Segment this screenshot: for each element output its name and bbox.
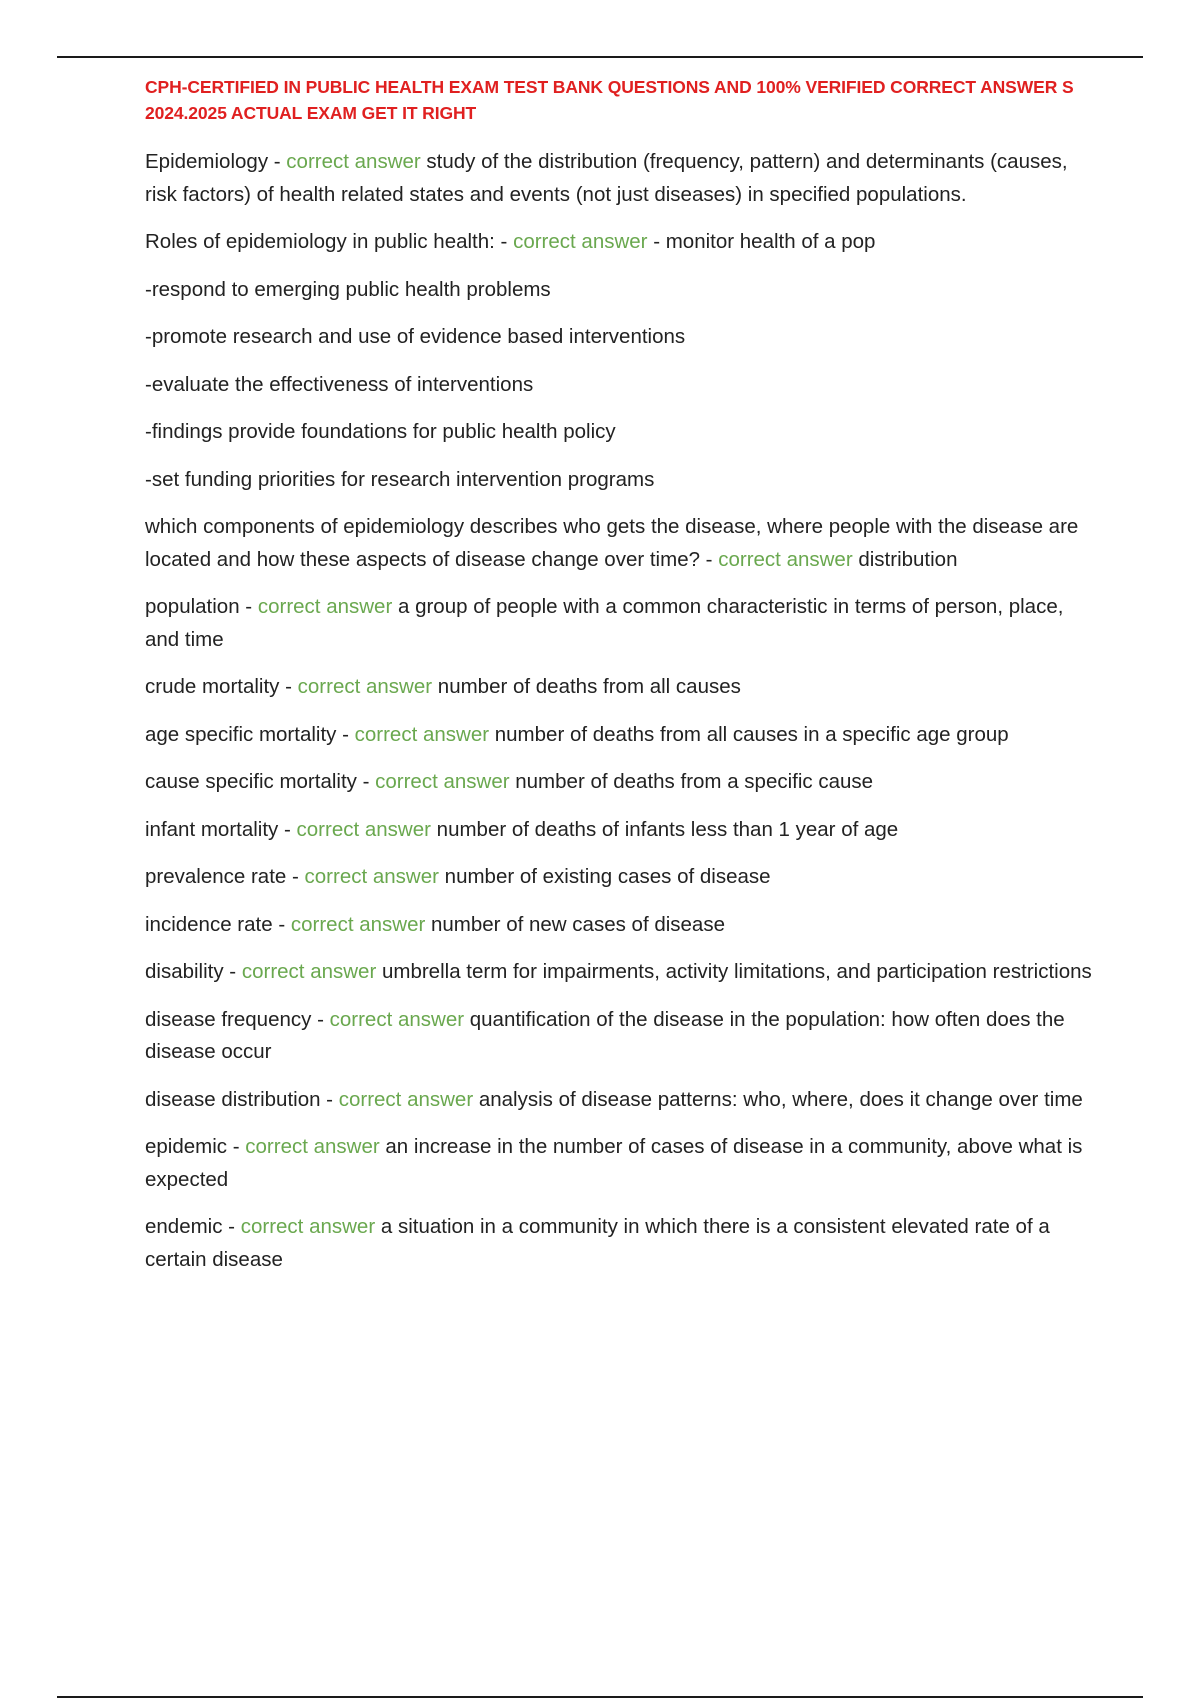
entry-disease-frequency — [145, 1004, 1095, 1069]
entry-definition: quantification of the disease in the population: how often does the disease occur — [145, 1007, 1065, 1063]
top-divider — [57, 56, 1143, 58]
entry-term: disease distribution - — [145, 1087, 339, 1111]
entry-definition: an increase in the number of cases of disease in a community, above what is expected — [145, 1135, 1083, 1191]
entry-term: epidemic - — [145, 1135, 246, 1158]
entry-definition: study of the distribution (frequency, pattern) and determinants (causes, risk factors) of health related states and events (not just diseases) in specified populations. — [145, 150, 1068, 206]
entry-term: endemic - — [145, 1215, 241, 1238]
answer-marker: correct answer — [513, 230, 648, 253]
entry-roles-of-epidemiology — [145, 226, 1095, 259]
answer-marker: correct answer — [329, 1007, 465, 1031]
answer-marker: correct answer — [241, 960, 377, 983]
answer-marker: correct answer — [240, 1215, 376, 1238]
answer-marker: correct answer — [354, 722, 490, 746]
answer-marker: correct answer — [338, 1087, 474, 1111]
answer-marker: correct answer — [245, 1135, 380, 1158]
entry-definition: umbrella term for impairments, activity limitations, and participation restrictions — [376, 960, 1092, 983]
entry-epidemic — [145, 1131, 1095, 1196]
entry-prevalence-rate — [145, 861, 1095, 894]
answer-marker: correct answer — [304, 865, 439, 888]
entry-definition: number of deaths from a specific cause — [509, 770, 874, 793]
document-body — [145, 74, 1095, 1291]
entry-definition: number of deaths from all causes — [432, 675, 741, 698]
entry-distribution-question — [145, 511, 1095, 576]
entry-cause-specific-mortality — [145, 766, 1095, 799]
answer-marker: correct answer — [286, 150, 421, 173]
entry-population — [145, 591, 1095, 656]
entry-definition: number of deaths from all causes in a specific age group — [489, 722, 1009, 746]
role-item: -respond to emerging public health problems — [145, 277, 551, 301]
entry-term: population - — [145, 595, 258, 618]
entry-disability — [145, 956, 1095, 989]
entry-disease-distribution — [145, 1084, 1095, 1117]
answer-marker: correct answer — [375, 770, 510, 793]
entry-term: disability - — [145, 960, 242, 983]
answer-marker: correct answer — [257, 595, 393, 618]
entry-definition: distribution — [852, 547, 958, 571]
entry-term: disease frequency - — [145, 1007, 330, 1031]
entry-definition: - monitor health of a pop — [647, 230, 876, 253]
entry-definition: number of deaths of infants less than 1 year of age — [430, 817, 899, 841]
entry-incidence-rate — [145, 909, 1095, 942]
entry-term: incidence rate - — [145, 912, 291, 936]
entry-age-specific-mortality — [145, 719, 1095, 752]
role-item: -set funding priorities for research intervention programs — [145, 467, 655, 491]
entry-endemic — [145, 1211, 1095, 1276]
entry-epidemiology — [145, 146, 1095, 211]
entry-definition: a situation in a community in which there is a consistent elevated rate of a certain disease — [145, 1215, 1050, 1271]
answer-marker: correct answer — [296, 817, 431, 841]
role-item: -evaluate the effectiveness of interventions — [145, 372, 534, 396]
role-item: -promote research and use of evidence based interventions — [145, 325, 686, 348]
answer-marker: correct answer — [297, 675, 433, 698]
document-title: CPH-CERTIFIED IN PUBLIC HEALTH EXAM TEST BANK QUESTIONS AND 100% VERIFIED CORRECT ANSWER S 2024.2025 ACTUAL EXAM GET IT RIGHT — [145, 77, 1074, 123]
bottom-divider — [57, 1696, 1143, 1698]
answer-marker: correct answer — [718, 547, 853, 571]
entry-term: cause specific mortality - — [145, 770, 376, 793]
entry-term: Roles of epidemiology in public health: - — [145, 230, 514, 253]
entry-definition: analysis of disease patterns: who, where, does it change over time — [473, 1087, 1083, 1111]
entry-term: which components of epidemiology describes who gets the disease, where people with the disease are located and how these aspects of disease change over time? - — [145, 515, 1079, 571]
entry-infant-mortality — [145, 814, 1095, 847]
entry-term: Epidemiology - — [145, 150, 287, 173]
entry-crude-mortality — [145, 671, 1095, 704]
answer-marker: correct answer — [290, 912, 426, 936]
entry-term: age specific mortality - — [145, 722, 355, 746]
entry-term: crude mortality - — [145, 675, 298, 698]
entry-definition: number of existing cases of disease — [438, 865, 771, 888]
entry-definition: number of new cases of disease — [425, 912, 725, 936]
entry-term: prevalence rate - — [145, 865, 305, 888]
entry-term: infant mortality - — [145, 817, 297, 841]
entry-definition: a group of people with a common characteristic in terms of person, place, and time — [145, 595, 1064, 651]
role-item: -findings provide foundations for public health policy — [145, 420, 616, 443]
